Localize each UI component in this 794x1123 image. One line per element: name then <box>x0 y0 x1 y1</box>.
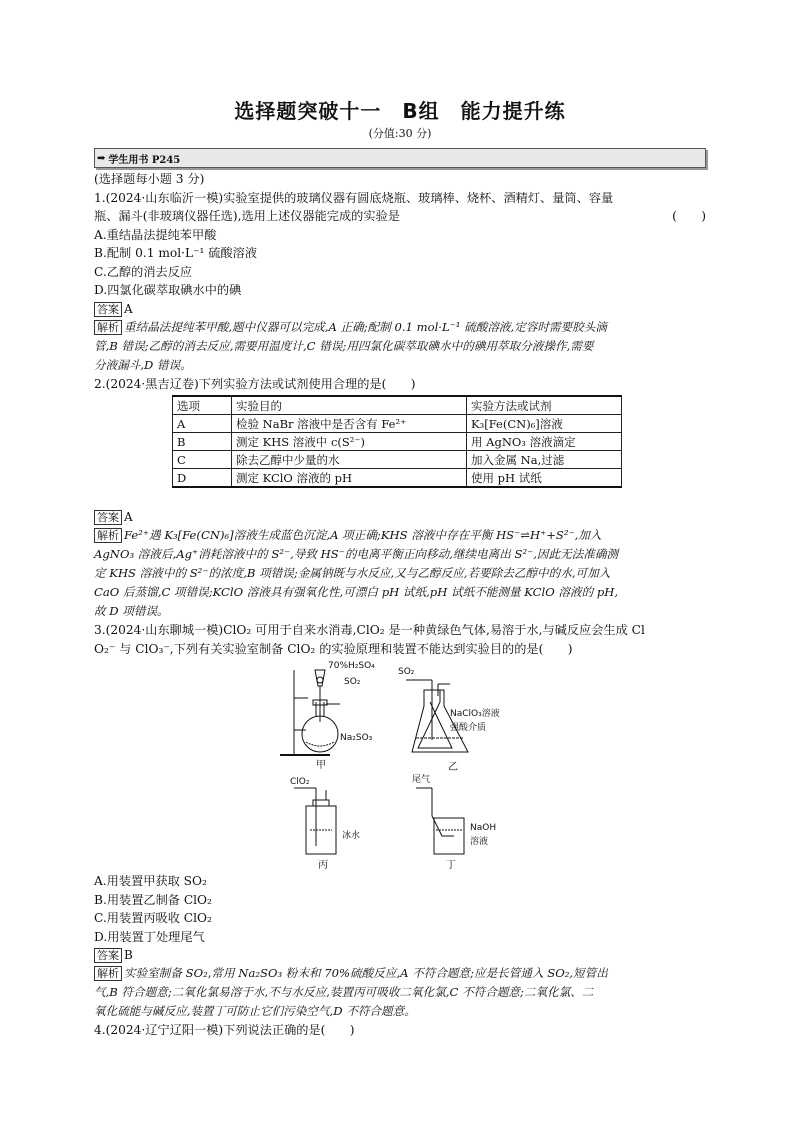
explain-tag: 解析 <box>94 528 122 543</box>
table-row: B 测定 KHS 溶液中 c(S²⁻) 用 AgNO₃ 溶液滴定 <box>173 433 622 451</box>
q1-option-d: D.四氯化碳萃取碘水中的碘 <box>94 283 242 297</box>
score-note: (分值:30 分) <box>368 127 432 140</box>
bing-name: 丙 <box>318 860 328 871</box>
bing-gas-label: ClO₂ <box>290 777 310 787</box>
table-row: A 检验 NaBr 溶液中是否含有 Fe²⁺ K₃[Fe(CN)₆]溶液 <box>173 415 622 433</box>
q1-explanation: 解析 重结晶法提纯苯甲酸,题中仪器可以完成,A 正确;配制 0.1 mol·L⁻¹ 硫酸溶液,定容时需要胶头滴 <box>94 318 706 337</box>
q3-explanation: 解析 实验室制备 SO₂,常用 Na₂SO₃ 粉末和 70%硫酸反应,A 不符合题意;应是长管通入 SO₂,短管出 <box>94 964 706 983</box>
ding-solution-label-2: 溶液 <box>470 837 489 847</box>
q3-explanation-3: 氧化硫能与碱反应,装置丁可防止它们污染空气,D 不符合题意。 <box>94 1004 416 1018</box>
answer-tag: 答案 <box>94 510 122 525</box>
document-page <box>94 96 706 1040</box>
q3-option-a: A.用装置甲获取 SO₂ <box>94 874 207 888</box>
q1-explanation-3: 分液漏斗,D 错误。 <box>94 357 192 372</box>
q2-explanation-2: AgNO₃ 溶液后,Ag⁺消耗溶液中的 S²⁻,导致 HS⁻的电离平衡正向移动,继续电离出 S²⁻,因此无法准确测 <box>94 547 619 561</box>
section-note: (选择题每小题 3 分) <box>94 172 205 186</box>
apparatus-diagram <box>94 660 706 872</box>
q1-explanation-2: 管,B 错误;乙醇的消去反应,需要用温度计,C 错误;用四氯化碳萃取碘水中的碘用萃取分液操作,需要 <box>94 338 594 353</box>
bing-water-label: 冰水 <box>342 831 361 841</box>
q3-option-d: D.用装置丁处理尾气 <box>94 929 205 944</box>
ding-solution-label: NaOH <box>470 823 497 833</box>
yi-name: 乙 <box>448 762 458 773</box>
jia-solid-label: Na₂SO₃ <box>340 733 373 743</box>
student-book-label: 学生用书 P245 <box>108 154 181 166</box>
q2-options-table <box>172 395 622 488</box>
ding-name: 丁 <box>446 860 456 871</box>
q2-answer: 答案 A <box>94 508 706 526</box>
q3-stem-line2: O₂⁻ 与 ClO₃⁻,下列有关实验室制备 ClO₂ 的实验原理和装置不能达到实验目的的是( ) <box>94 641 573 656</box>
q1-option-c: C.乙醇的消去反应 <box>94 264 193 279</box>
explain-tag: 解析 <box>94 966 122 981</box>
q2-stem: 2.(2024·黑吉辽卷)下列实验方法或试剂使用合理的是( ) <box>94 376 416 391</box>
apparatus-yi <box>398 667 500 773</box>
table-row: 选项 实验目的 实验方法或试剂 <box>173 396 622 415</box>
jia-gas-label: SO₂ <box>344 677 361 687</box>
q3-option-b: B.用装置乙制备 ClO₂ <box>94 892 212 907</box>
apparatus-jia <box>280 661 375 771</box>
q1-stem-line1: 1.(2024·山东临沂一模)实验室提供的玻璃仪器有圆底烧瓶、玻璃棒、烧杯、酒精灯、量筒、容量 <box>94 190 614 205</box>
q4-stem: 4.(2024·辽宁辽阳一模)下列说法正确的是( ) <box>94 1023 355 1037</box>
q2-explanation-5: 故 D 项错误。 <box>94 604 169 618</box>
explain-tag: 解析 <box>94 320 122 335</box>
ding-gas-label: 尾气 <box>412 775 431 785</box>
apparatus-ding <box>412 773 496 871</box>
q1-answer-paren: ( ) <box>672 209 706 223</box>
q3-option-c: C.用装置丙吸收 ClO₂ <box>94 911 212 925</box>
answer-tag: 答案 <box>94 948 122 963</box>
q1-stem-line2: 瓶、漏斗(非玻璃仪器任选),选用上述仪器能完成的实验是 ( ) <box>94 207 706 226</box>
table-row: D 测定 KClO 溶液的 pH 使用 pH 试纸 <box>173 469 622 488</box>
table-row: C 除去乙醇中少量的水 加入金属 Na,过滤 <box>173 451 622 469</box>
q3-stem-line1: 3.(2024·山东聊城一模)ClO₂ 可用于自来水消毒,ClO₂ 是一种黄绿色气体,易溶于水,与碱反应会生成 Cl <box>94 623 645 637</box>
apparatus-bing <box>290 777 360 871</box>
q3-explanation-2: 气,B 符合题意;二氧化氯易溶于水,不与水反应,装置丙可吸收二氧化氯,C 不符合题意;二氧化氯、二 <box>94 985 594 999</box>
yi-solution-label: NaClO₃溶液 <box>450 709 500 719</box>
yi-medium-label: 强酸介质 <box>450 723 487 733</box>
q2-explanation-4: CaO 后蒸馏,C 项错误;KClO 溶液具有强氧化性,可漂白 pH 试纸,pH 试纸不能测量 KClO 溶液的 pH, <box>94 585 619 599</box>
apparatus-figure <box>94 660 706 872</box>
q2-explanation: 解析 Fe²⁺遇 K₃[Fe(CN)₆]溶液生成蓝色沉淀,A 项正确;KHS 溶液中存在平衡 HS⁻⇌H⁺+S²⁻,加入 <box>94 526 706 545</box>
yi-gas-label: SO₂ <box>398 667 415 677</box>
jia-acid-label: 70%H₂SO₄ <box>328 661 375 671</box>
q1-answer: 答案 A <box>94 300 706 318</box>
q2-explanation-3: 定 KHS 溶液中的 S²⁻的浓度,B 项错误;金属钠既与水反应,又与乙醇反应,若要除去乙醇中的水,可加入 <box>94 566 611 580</box>
answer-tag: 答案 <box>94 302 122 317</box>
q1-option-b: B.配制 0.1 mol·L⁻¹ 硫酸溶液 <box>94 246 258 260</box>
q3-answer: 答案 B <box>94 946 706 964</box>
jia-name: 甲 <box>316 760 326 771</box>
arrow-right-icon: ➡ <box>97 152 106 164</box>
student-book-bar <box>94 148 706 168</box>
q1-option-a: A.重结晶法提纯苯甲酸 <box>94 227 217 242</box>
page-title: 选择题突破十一 B组 能力提升练 <box>234 99 566 123</box>
